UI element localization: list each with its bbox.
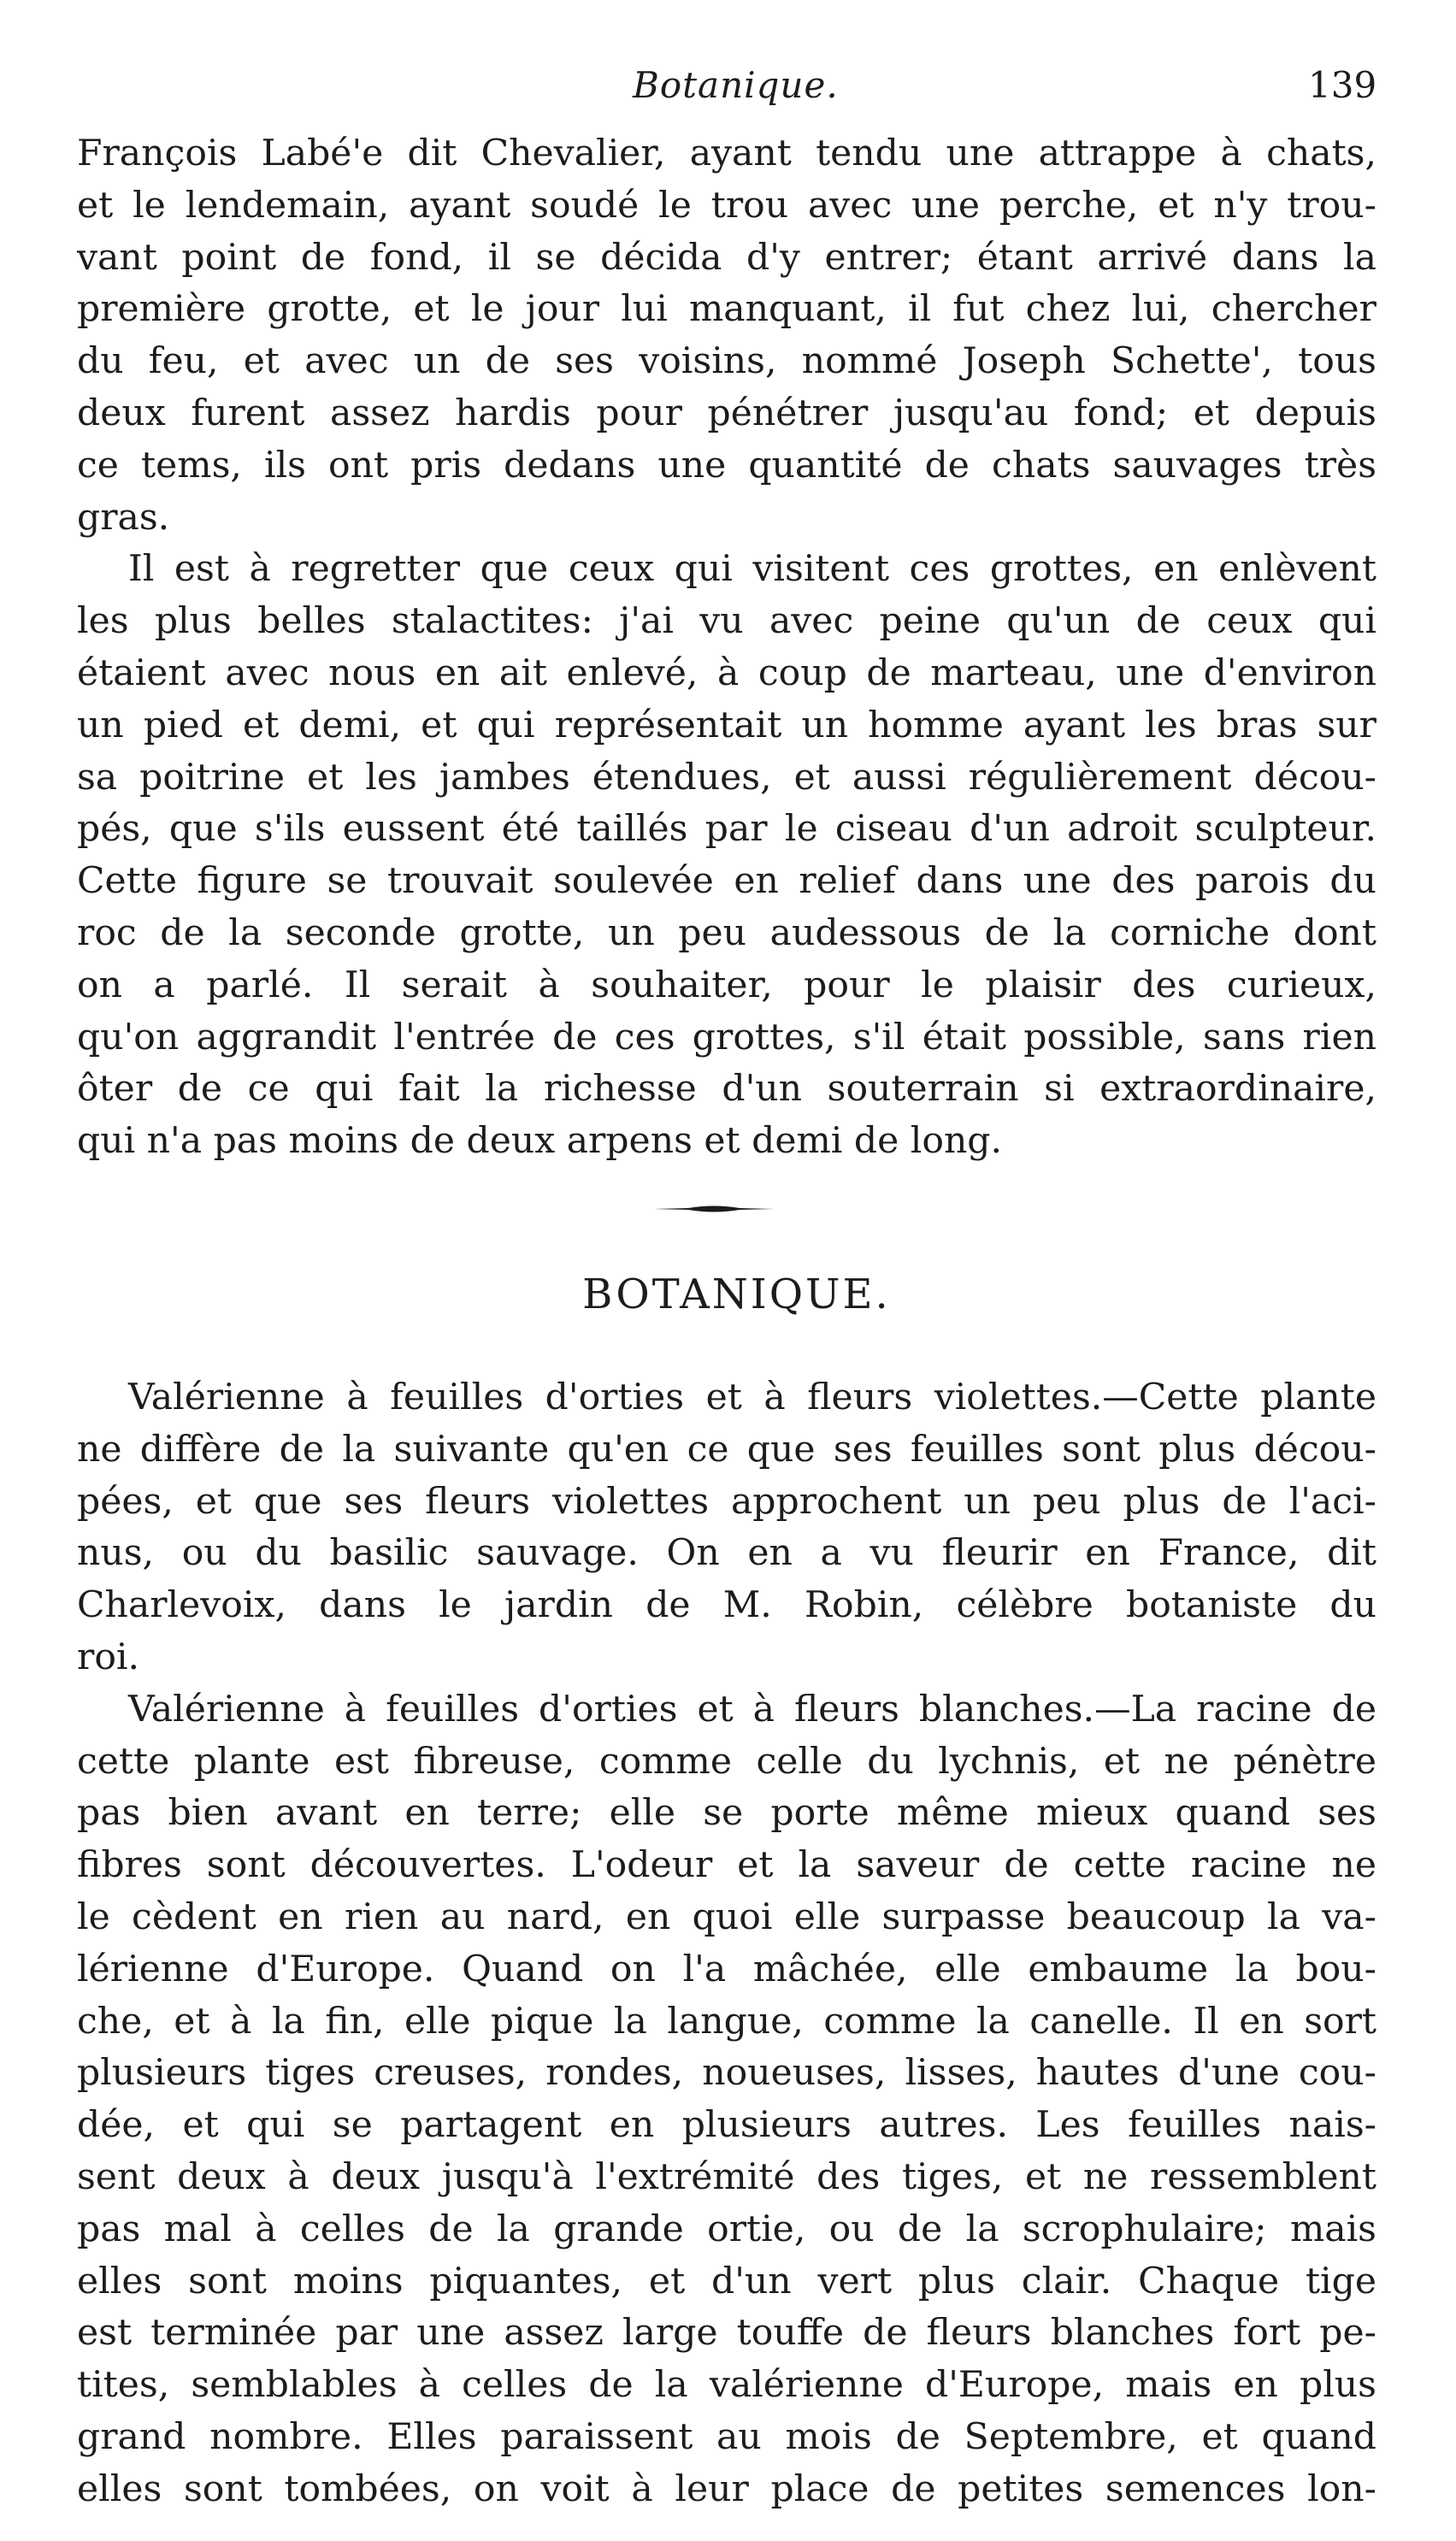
text-line: nus, ou du basilic sauvage. On en a vu fleurir en France, dit [77,1532,1376,1575]
text-line: pas mal à celles de la grande ortie, ou de la scrophulaire; mais [77,2208,1376,2250]
text-line: est terminée par une assez large touffe de fleurs blanches fort pe- [77,2312,1376,2355]
text-line: vant point de fond, il se décida d'y entrer; étant arrivé dans la [77,236,1376,279]
text-line: deux furent assez hardis pour pénétrer jusqu'au fond; et depuis [77,392,1376,434]
paragraph-1 [77,128,1376,544]
text-line: fibres sont découvertes. L'odeur et la saveur de cette racine ne [77,1844,1376,1887]
text-line: les plus belles stalactites: j'ai vu avec peine qu'un de ceux qui [77,600,1376,643]
text-line: pés, que s'ils eussent été taillés par le ciseau d'un adroit sculpteur. [77,808,1376,851]
ornamental-rule-icon [654,1204,774,1214]
text-line: du feu, et avec un de ses voisins, nommé Joseph Schette', tous [77,340,1376,383]
text-line: ne diffère de la suivante qu'en ce que ses feuilles sont plus décou- [77,1428,1376,1471]
text-line: pas bien avant en terre; elle se porte même mieux quand ses [77,1792,1376,1835]
text-line: lérienne d'Europe. Quand on l'a mâchée, elle embaume la bou- [77,1948,1376,1990]
text-line: qui n'a pas moins de deux arpens et demi de long. [77,1120,1003,1163]
text-line: roc de la seconde grotte, un peu audessous de la corniche dont [77,911,1376,954]
text-line: Charlevoix, dans le jardin de M. Robin, célèbre botaniste du [77,1584,1376,1627]
text-line: sa poitrine et les jambes étendues, et aussi régulièrement décou- [77,756,1376,799]
text-line: roi. [77,1636,140,1678]
paragraph-4 [77,1684,1376,2516]
text-line: plusieurs tiges creuses, rondes, noueuses, lisses, hautes d'une cou- [77,2052,1376,2095]
text-line: grand nombre. Elles paraissent au mois de Septembre, et quand [77,2415,1376,2458]
text-line: sent deux à deux jusqu'à l'extrémité des tiges, et ne ressemblent [77,2155,1376,2198]
paragraph-3 [77,1372,1376,1684]
text-line: François Labé'e dit Chevalier, ayant tendu une attrappe à chats, [77,133,1376,174]
text-line: étaient avec nous en ait enlevé, à coup de marteau, une d'environ [77,651,1376,694]
page-number: 139 [1308,64,1377,106]
body-text-lower [77,1372,1376,2516]
body-text-upper [77,128,1376,1168]
text-line: gras. [77,496,170,539]
text-line: ce tems, ils ont pris dedans une quantité de chats sauvages très [77,444,1376,486]
running-title: Botanique. [633,64,839,106]
text-line: ôter de ce qui fait la richesse d'un souterrain si extraordinaire, [77,1068,1376,1111]
text-line: le cèdent en rien au nard, en quoi elle surpasse beaucoup la va- [77,1895,1376,1938]
section-heading: BOTANIQUE. [582,1270,891,1318]
text-line: che, et à la fin, elle pique la langue, comme la canelle. Il en sort [77,2000,1376,2043]
text-line: Cette figure se trouvait soulevée en relief dans une des parois du [77,860,1376,903]
text-line: dée, et qui se partagent en plusieurs autres. Les feuilles nais- [77,2104,1376,2147]
text-line: elles sont moins piquantes, et d'un vert plus clair. Chaque tige [77,2260,1376,2302]
text-line: Il est à regretter que ceux qui visitent ces grottes, en enlèvent [128,548,1376,591]
text-line: qu'on aggrandit l'entrée de ces grottes, s'il était possible, sans rien [77,1016,1376,1058]
text-line: cette plante est fibreuse, comme celle du lychnis, et ne pénètre [77,1740,1376,1783]
running-head [0,60,1456,111]
text-line: on a parlé. Il serait à souhaiter, pour le plaisir des curieux, [77,964,1376,1006]
paragraph-2 [77,544,1376,1168]
text-line: Valérienne à feuilles d'orties et à fleurs violettes.—Cette plante [128,1377,1376,1418]
text-line: elles sont tombées, on voit à leur place de petites semences lon- [77,2467,1376,2510]
text-line: première grotte, et le jour lui manquant, il fut chez lui, chercher [77,288,1376,331]
text-line: tites, semblables à celles de la valérienne d'Europe, mais en plus [77,2364,1376,2407]
text-line: pées, et que ses fleurs violettes approchent un peu plus de l'aci- [77,1480,1376,1523]
text-line: et le lendemain, ayant soudé le trou avec une perche, et n'y trou- [77,184,1376,227]
text-line: Valérienne à feuilles d'orties et à fleurs blanches.—La racine de [128,1688,1376,1730]
text-line: un pied et demi, et qui représentait un homme ayant les bras sur [77,704,1376,746]
